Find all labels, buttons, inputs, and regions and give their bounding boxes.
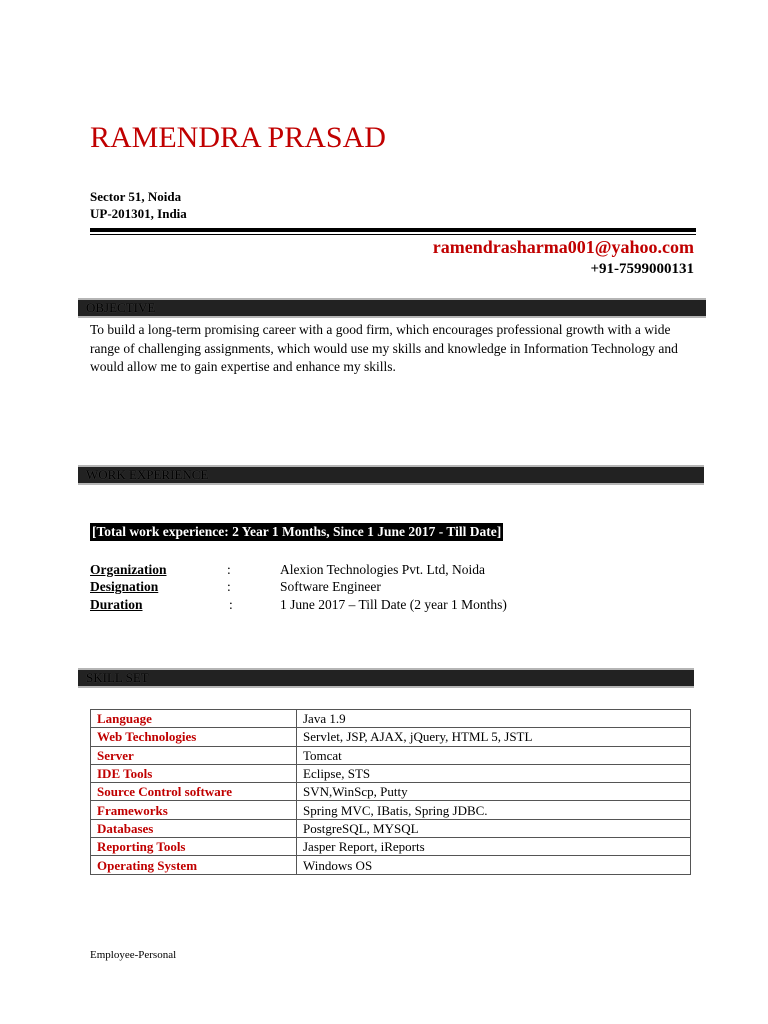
experience-separator: : [227, 562, 231, 577]
skill-value: Tomcat [297, 746, 691, 764]
header-divider-thin [90, 234, 696, 235]
skill-name: Reporting Tools [91, 838, 297, 856]
skill-name: Frameworks [91, 801, 297, 819]
skill-name: IDE Tools [91, 764, 297, 782]
experience-label: Duration [90, 597, 143, 612]
table-row [91, 838, 691, 856]
work-experience-heading: WORK EXPERIENCE [78, 465, 704, 485]
skill-value: Servlet, JSP, AJAX, jQuery, HTML 5, JSTL [297, 728, 691, 746]
email-address[interactable]: ramendrasharma001@yahoo.com [432, 237, 694, 257]
candidate-name: RAMENDRA PRASAD [90, 121, 386, 154]
skill-name: Web Technologies [91, 728, 297, 746]
table-row [91, 801, 691, 819]
table-row [91, 710, 691, 728]
total-experience: [Total work experience: 2 Year 1 Months, Since 1 June 2017 - Till Date] [92, 524, 502, 539]
objective-heading: OBJECTIVE [78, 298, 706, 318]
skill-value: Windows OS [297, 856, 691, 874]
table-row [91, 783, 691, 801]
experience-label: Designation [90, 579, 159, 594]
objective-text: To build a long-term promising career with a good firm, which encourages professional growth with a wide range of challenging assignments, which would use my skills and knowledge in Information Technology and would allow me to gain expertise and enhance my skills. [90, 322, 678, 374]
skill-value: Java 1.9 [297, 710, 691, 728]
experience-value: 1 June 2017 – Till Date (2 year 1 Months) [280, 597, 507, 612]
header-divider-thick [90, 228, 696, 232]
table-row [91, 819, 691, 837]
table-row [91, 746, 691, 764]
skill-value: PostgreSQL, MYSQL [297, 819, 691, 837]
skill-value: Spring MVC, IBatis, Spring JDBC. [297, 801, 691, 819]
skill-value: Jasper Report, iReports [297, 838, 691, 856]
skill-set-heading: SKILL SET [78, 668, 694, 688]
experience-value: Alexion Technologies Pvt. Ltd, Noida [280, 562, 486, 577]
skills-table [90, 709, 691, 875]
address-block [90, 188, 187, 222]
table-row [91, 764, 691, 782]
footer-label: Employee-Personal [90, 949, 177, 961]
phone-number: +91-7599000131 [590, 261, 694, 277]
skill-value: Eclipse, STS [297, 764, 691, 782]
experience-value: Software Engineer [280, 579, 381, 594]
table-row [91, 728, 691, 746]
address-line-2: UP-201301, India [90, 206, 187, 221]
address-line-1: Sector 51, Noida [90, 189, 182, 204]
skill-name: Operating System [91, 856, 297, 874]
skill-name: Server [91, 746, 297, 764]
skill-name: Language [91, 710, 297, 728]
skill-name: Source Control software [91, 783, 297, 801]
experience-label: Organization [90, 562, 167, 577]
table-row [91, 856, 691, 874]
experience-separator: : [227, 579, 231, 594]
experience-separator: : [229, 597, 233, 612]
skill-name: Databases [91, 819, 297, 837]
skill-value: SVN,WinScp, Putty [297, 783, 691, 801]
